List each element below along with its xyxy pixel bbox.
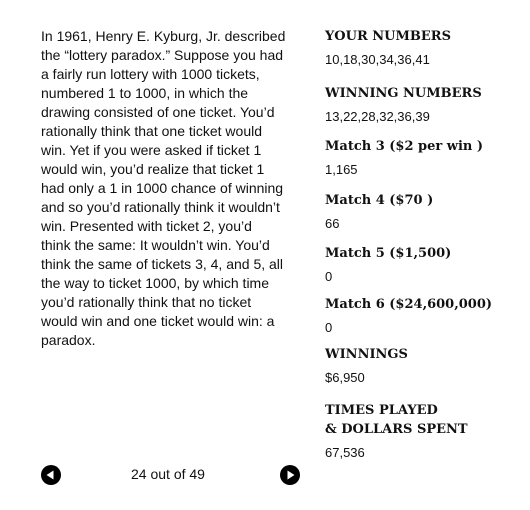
story-paragraph: In 1961, Henry E. Kyburg, Jr. described the “lottery paradox.” Suppose you had a fairly run lottery with 1000 tickets, numbered 1 to 1000, in which the drawing consisted of one ticket. You’d rationally think that one ticket would win. Yet if you were asked if ticket 1 would win, you’d realize that ticket 1 had only a 1 in 1000 chance of winning and so you’d rationally think it wouldn’t win. Presented with ticket 2, you’d think the same: It wouldn’t win. You’d think the same of tickets 3, 4, and 5, all the way to ticket 1000, by which time you’d rationally think that no ticket would win and one ticket would win: a paradox. xyxy=(41,28,286,348)
your-numbers-value: 10,18,30,34,36,41 xyxy=(325,52,430,67)
winnings xyxy=(325,345,408,387)
match-6-value: 0 xyxy=(325,320,333,335)
match-3 xyxy=(325,137,483,179)
match-5 xyxy=(325,244,451,286)
winning-numbers xyxy=(325,84,482,126)
times-played-label: TIMES PLAYED & DOLLARS SPENT xyxy=(325,403,468,437)
match-3-label: Match 3 ($2 per win ) xyxy=(325,139,484,154)
match-5-value: 0 xyxy=(325,269,333,284)
times-played xyxy=(325,401,468,462)
triangle-right-icon xyxy=(280,465,300,485)
match-4-value: 66 xyxy=(325,216,340,231)
previous-page-button[interactable] xyxy=(41,465,61,485)
winnings-value: $6,950 xyxy=(325,370,365,385)
times-played-value: 67,536 xyxy=(325,445,365,460)
winnings-label: WINNINGS xyxy=(325,347,408,362)
winning-numbers-value: 13,22,28,32,36,39 xyxy=(325,109,430,124)
match-6-label: Match 6 ($24,600,000) xyxy=(325,297,493,312)
match-5-label: Match 5 ($1,500) xyxy=(325,246,452,261)
your-numbers-label: YOUR NUMBERS xyxy=(325,29,451,44)
next-page-button[interactable] xyxy=(280,465,300,485)
winning-numbers-label: WINNING NUMBERS xyxy=(325,86,482,101)
triangle-left-icon xyxy=(41,465,61,485)
your-numbers xyxy=(325,27,451,69)
match-3-value: 1,165 xyxy=(325,162,358,177)
page-indicator: 24 out of 49 xyxy=(131,466,205,482)
match-6 xyxy=(325,295,492,337)
match-4-label: Match 4 ($70 ) xyxy=(325,193,434,208)
match-4 xyxy=(325,191,433,233)
